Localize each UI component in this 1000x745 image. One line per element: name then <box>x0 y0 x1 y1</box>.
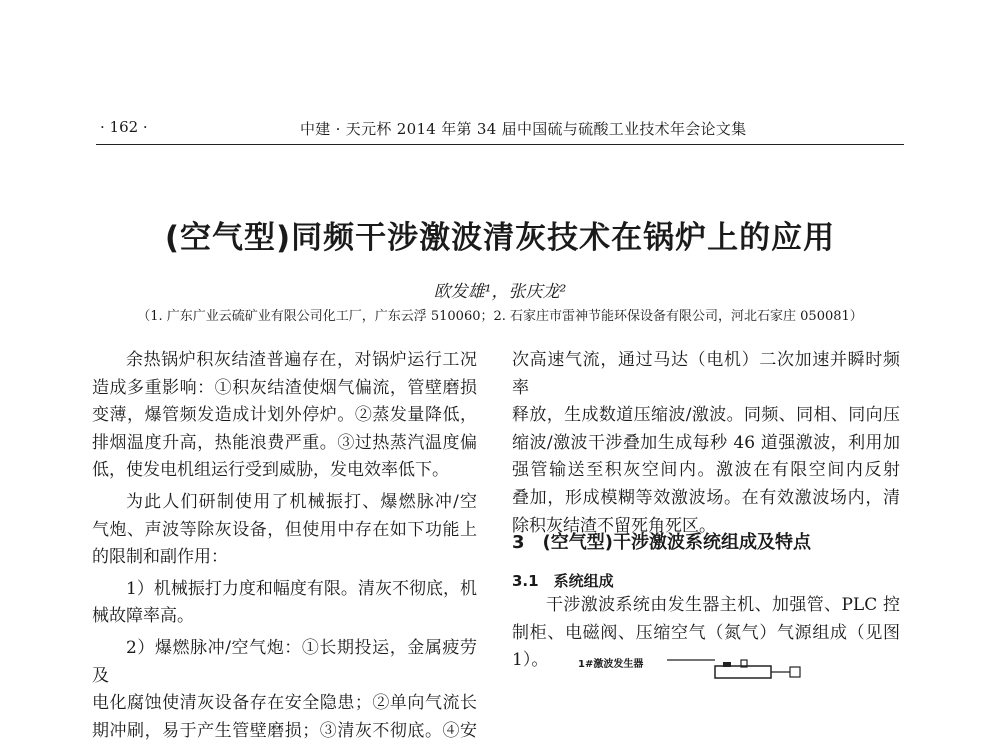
text-line: 除积灰结渣不留死角死区。 <box>512 515 716 536</box>
text-line: 期冲刷，易于产生管壁磨损；③清灰不彻底。④安 <box>92 720 477 741</box>
text-line: 的限制和副作用： <box>92 547 228 568</box>
text-line: 造成多重影响：①积灰结渣使烟气偏流，管壁磨损 <box>92 377 477 398</box>
text-line: 强管输送至积灰空间内。激波在有限空间内反射 <box>512 460 900 481</box>
text-line: 次高速气流，通过马达（电机）二次加速并瞬时频率 <box>512 350 900 398</box>
text-line: 余热锅炉积灰结渣普遍存在，对锅炉运行工况 <box>126 350 477 370</box>
text-line: 1）机械振打力度和幅度有限。清灰不彻底，机 <box>126 578 477 599</box>
section-3-heading: 3 (空气型)干涉激波系统组成及特点 <box>512 532 811 553</box>
text-line: 为此人们研制使用了机械振打、爆燃脉冲/空 <box>126 491 477 512</box>
page-number: · 162 · <box>100 118 148 136</box>
text-line: 干涉激波系统由发生器主机、加强管、PLC 控 <box>546 595 900 615</box>
text-line: 低，使发电机组运行受到威胁，发电效率低下。 <box>92 460 449 481</box>
text-line: 缩波/激波干涉叠加生成每秒 46 道强激波，利用加 <box>512 432 900 453</box>
figure-label: 1#激波发生器 <box>578 659 644 670</box>
text-line: 2）爆燃脉冲/空气炮：①长期投运，金属疲劳及 <box>92 637 477 686</box>
text-line: 械故障率高。 <box>92 606 194 627</box>
text-line: 释放，生成数道压缩波/激波。同频、同相、同向压 <box>512 405 900 426</box>
text-line: 气炮、声波等除灰设备，但使用中存在如下功能上 <box>92 519 477 540</box>
right-column <box>512 347 900 540</box>
left-column <box>92 347 477 745</box>
section-3-1-heading: 3.1 系统组成 <box>512 572 614 590</box>
header-divider <box>96 144 904 145</box>
text-line: 变薄，爆管频发造成计划外停炉。②蒸发量降低， <box>92 405 477 426</box>
text-line: 电化腐蚀使清灰设备存在安全隐患；②单向气流长 <box>92 693 477 714</box>
text-line: 制柜、电磁阀、压缩空气（氮气）气源组成（见图 1）。 <box>512 622 900 671</box>
journal-title: 中建 · 天元杯 2014 年第 34 届中国硫与硫酸工业技术年会论文集 <box>300 120 747 138</box>
paper-title: (空气型)同频干涉激波清灰技术在锅炉上的应用 <box>164 220 836 256</box>
authors: 欧发雄¹，张庆龙² <box>433 282 567 302</box>
text-line: 排烟温度升高，热能浪费严重。③过热蒸汽温度偏 <box>92 432 477 453</box>
affiliation: （1. 广东广业云硫矿业有限公司化工厂，广东云浮 510060；2. 石家庄市雷神节能环保设备有限公司，河北石家庄 050081） <box>137 309 863 324</box>
text-line: 叠加，形成模糊等效激波场。在有效激波场内，清 <box>512 487 900 508</box>
